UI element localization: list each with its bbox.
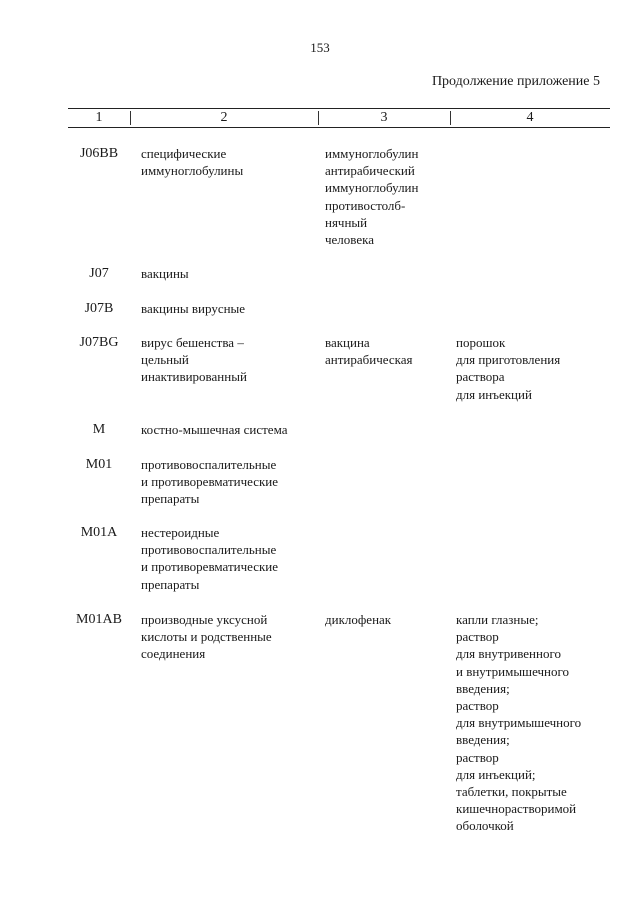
- drug-name: иммуноглобулин антирабический иммуноглобулин противостолб- нячный человека: [325, 146, 419, 248]
- continuation-title: Продолжение приложение 5: [431, 74, 600, 89]
- group-name: специфические иммуноглобулины: [141, 146, 244, 179]
- group-name: противовоспалительные и противоревматические препараты: [141, 457, 279, 507]
- atc-code: M01: [85, 457, 113, 472]
- header-col-1: 1: [95, 110, 103, 125]
- page-number: 153: [310, 40, 330, 55]
- group-name: вакцины вирусные: [141, 301, 246, 316]
- drug-name: диклофенак: [325, 612, 392, 627]
- header-col-4: 4: [526, 110, 534, 125]
- atc-code: M: [92, 422, 106, 437]
- atc-code: J07B: [84, 301, 114, 316]
- group-name: нестероидные противовоспалительные и противоревматические препараты: [141, 525, 279, 592]
- group-name: костно-мышечная система: [141, 422, 288, 437]
- atc-code: J07: [89, 266, 109, 281]
- atc-code: J06BB: [79, 146, 119, 161]
- header-col-3: 3: [380, 110, 388, 125]
- atc-code: M01AB: [76, 612, 122, 627]
- group-name: производные уксусной кислоты и родственные соединения: [141, 612, 272, 662]
- table-header: [68, 108, 610, 128]
- atc-code: M01A: [80, 525, 118, 540]
- dosage-form: капли глазные; раствор для внутривенного и внутримышечного введения; раствор для внутримышечного введения; раствор для инъекций; таблетки, покрытые кишечнорастворимой оболочкой: [456, 612, 582, 834]
- atc-code: J07BG: [79, 335, 119, 350]
- group-name: вакцины: [141, 266, 189, 281]
- drug-name: вакцина антирабическая: [325, 335, 413, 368]
- dosage-form: порошок для приготовления раствора для инъекций: [456, 335, 561, 402]
- header-col-2: 2: [220, 110, 228, 125]
- group-name: вирус бешенства – цельный инактивированный: [141, 335, 247, 385]
